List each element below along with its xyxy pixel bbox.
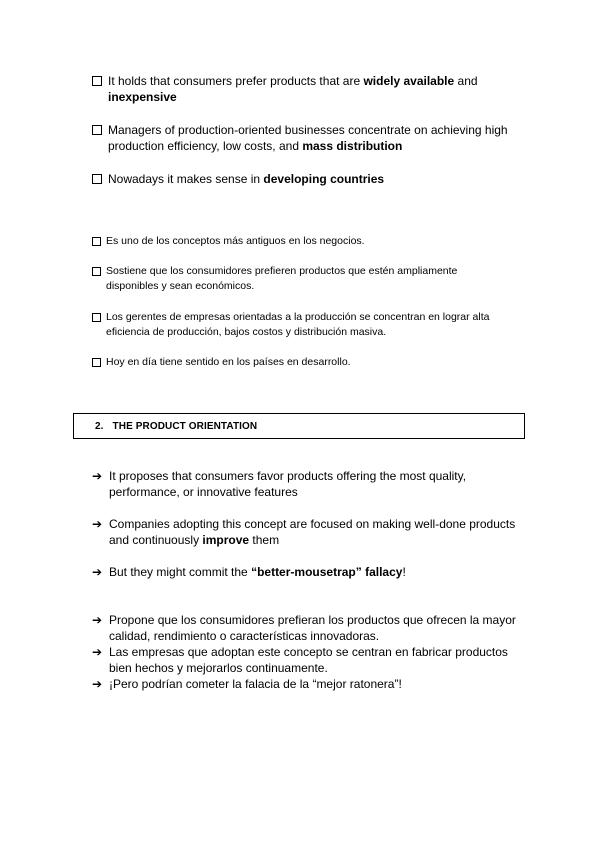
bullet-text: Es uno de los conceptos más antiguos en los negocios. [106,235,365,247]
checkbox-item [92,122,522,154]
bullet-text: Managers of production-oriented businesses concentrate on achieving high production efficiency, low costs, and mass distribution [108,123,508,153]
checkbox-icon [92,237,101,246]
arrow-item [92,516,532,548]
section-number: 2. [95,420,104,432]
bullet-text: ¡Pero podrían cometer la falacia de la “mejor ratonera”! [109,677,402,691]
bullet-text: Los gerentes de empresas orientadas a la producción se concentran en lograr alta eficiencia de producción, bajos costos y distribución masiva. [106,311,490,338]
checkbox-icon [92,76,102,86]
section-title: THE PRODUCT ORIENTATION [112,420,258,432]
arrow-item [92,644,532,676]
bullet-text: But they might commit the “better-mousetrap” fallacy! [109,565,406,579]
checkbox-item [92,73,502,105]
arrow-item [92,612,532,644]
checkbox-item [92,310,522,340]
checkbox-icon [92,267,101,276]
arrow-icon: ➔ [92,645,103,659]
arrow-icon: ➔ [92,677,103,691]
checkbox-item [92,264,497,294]
bullet-text: Propone que los consumidores prefieran los productos que ofrecen la mayor calidad, rendimiento o características innovadoras. [109,613,516,643]
bullet-text: Sostiene que los consumidores prefieren productos que estén ampliamente disponibles y sean económicos. [106,265,458,292]
bullet-text: Hoy en día tiene sentido en los países en desarrollo. [106,356,351,368]
checkbox-icon [92,358,101,367]
section-heading [73,413,525,439]
bullet-text: It proposes that consumers favor products offering the most quality, performance, or innovative features [109,469,467,499]
bullet-text: It holds that consumers prefer products that are widely available and inexpensive [108,74,478,104]
arrow-icon: ➔ [92,517,103,531]
checkbox-item [92,234,522,249]
bullet-text: Companies adopting this concept are focused on making well-done products and continuously improve them [109,517,516,547]
checkbox-icon [92,174,102,184]
arrow-icon: ➔ [92,613,103,627]
checkbox-icon [92,313,101,322]
arrow-item [92,468,524,500]
bullet-text: Nowadays it makes sense in developing countries [108,172,385,186]
arrow-icon: ➔ [92,469,103,483]
checkbox-item [92,355,522,370]
arrow-item [92,676,532,692]
checkbox-icon [92,125,102,135]
arrow-item [92,564,532,580]
arrow-icon: ➔ [92,565,103,579]
bullet-text: Las empresas que adoptan este concepto se centran en fabricar productos bien hechos y mejorarlos continuamente. [109,645,508,675]
checkbox-item [92,171,522,187]
